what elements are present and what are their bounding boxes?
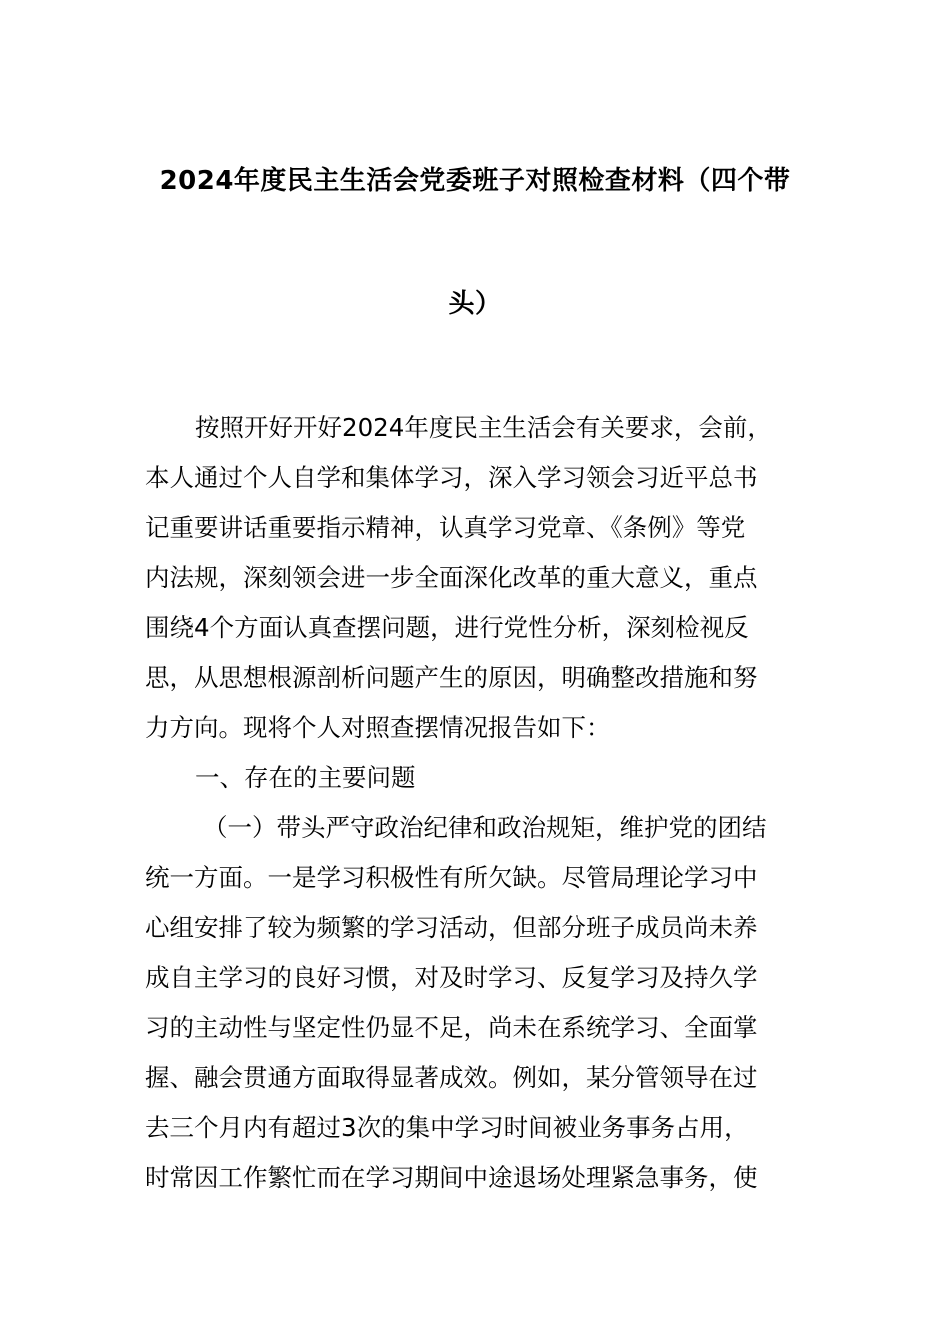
body-line: 统一方面。一是学习积极性有所欠缺。尽管局理论学习中 bbox=[145, 863, 758, 892]
body-line: 成自主学习的良好习惯，对及时学习、反复学习及持久学 bbox=[145, 963, 758, 992]
document-title-line-1: 2024年度民主生活会党委班子对照检查材料（四个带 bbox=[159, 166, 791, 196]
section-heading: 一、存在的主要问题 bbox=[195, 763, 416, 792]
body-line: 本人通过个人自学和集体学习，深入学习领会习近平总书 bbox=[145, 463, 758, 492]
body-line: 去三个月内有超过3次的集中学习时间被业务事务占用， bbox=[145, 1113, 749, 1142]
body-line: 内法规，深刻领会进一步全面深化改革的重大意义，重点 bbox=[145, 563, 758, 592]
subsection-heading: （一）带头严守政治纪律和政治规矩，维护党的团结 bbox=[203, 813, 767, 842]
document-title-line-2: 头） bbox=[448, 289, 502, 319]
document-body bbox=[145, 403, 805, 1203]
body-line: 围绕4个方面认真查摆问题，进行党性分析，深刻检视反 bbox=[145, 613, 749, 642]
body-line: 记重要讲话重要指示精神，认真学习党章、《条例》等党 bbox=[145, 513, 746, 542]
body-line: 按照开好开好2024年度民主生活会有关要求，会前， bbox=[195, 413, 772, 442]
body-line: 握、融会贯通方面取得显著成效。例如，某分管领导在过 bbox=[145, 1063, 758, 1092]
body-line: 习的主动性与坚定性仍显不足，尚未在系统学习、全面掌 bbox=[145, 1013, 758, 1042]
body-line: 心组安排了较为频繁的学习活动，但部分班子成员尚未养 bbox=[145, 913, 758, 942]
body-line: 时常因工作繁忙而在学习期间中途退场处理紧急事务，使 bbox=[145, 1163, 758, 1192]
body-line: 力方向。现将个人对照查摆情况报告如下： bbox=[145, 713, 611, 742]
body-line: 思，从思想根源剖析问题产生的原因，明确整改措施和努 bbox=[145, 663, 758, 692]
